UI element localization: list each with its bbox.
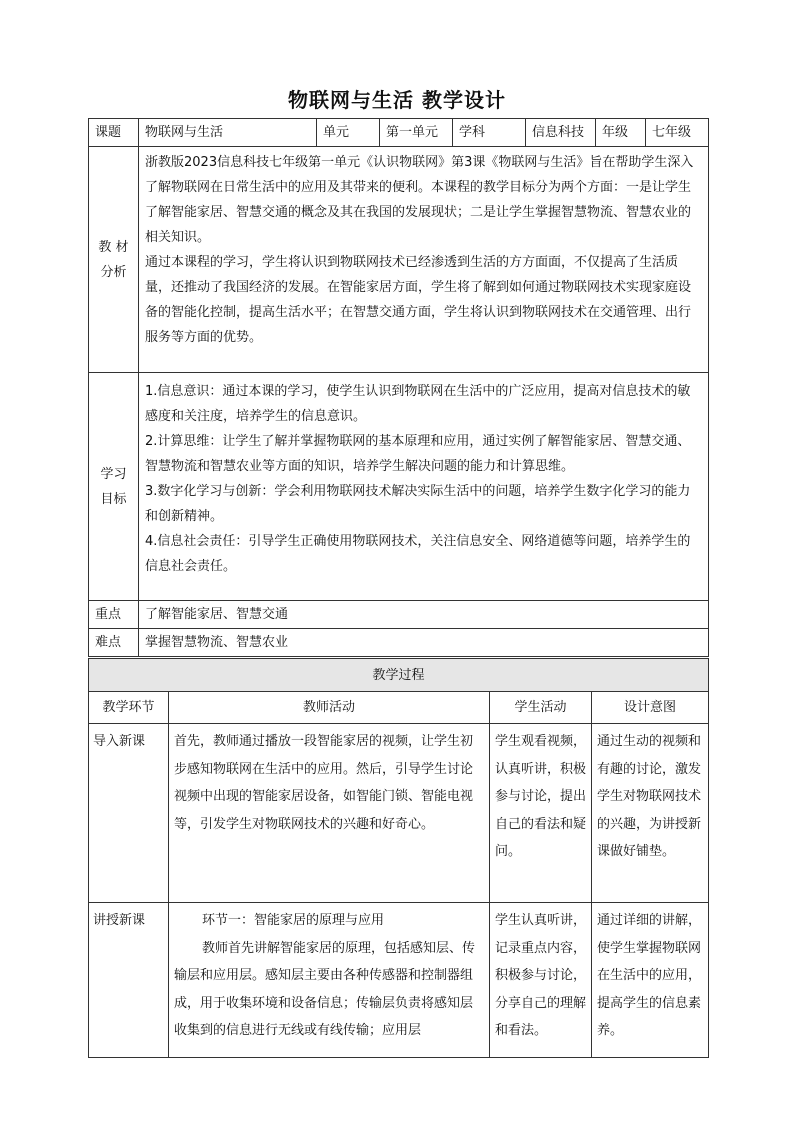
unit-label: 单元 <box>317 119 380 147</box>
difficulty-row <box>89 629 709 657</box>
material-label-line1: 教 材 <box>98 239 129 255</box>
grade-label: 年级 <box>596 119 646 147</box>
difficulty-text: 掌握智慧物流、智慧农业 <box>139 629 709 657</box>
key-point-text: 了解智能家居、智慧交通 <box>139 601 709 629</box>
subject-value: 信息科技 <box>526 119 596 147</box>
goal-item: 3.数字化学习与创新：学会利用物联网技术解决实际生活中的问题，培养学生数字化学习的能力和创新精神。 <box>145 484 691 524</box>
subject-label: 学科 <box>453 119 526 147</box>
info-row <box>89 119 709 147</box>
teacher-activity-lecture <box>169 903 490 1058</box>
goals-label <box>89 373 139 601</box>
process-title-row <box>89 659 709 692</box>
intent-intro: 通过生动的视频和有趣的讨论，激发学生对物联网技术的兴趣，为讲授新课做好铺垫。 <box>592 724 709 903</box>
material-label <box>89 147 139 373</box>
goal-item: 1.信息意识：通过本课的学习，使学生认识到物联网在生活中的广泛应用，提高对信息技术的敏感度和关注度，培养学生的信息意识。 <box>145 384 691 424</box>
goals-label-line2: 目标 <box>100 491 127 507</box>
material-paragraph-1: 浙教版2023信息科技七年级第一单元《认识物联网》第3课《物联网与生活》旨在帮助学生深入了解物联网在日常生活中的应用及其带来的便利。本课程的教学目标分为两个方面：一是让学生了解智能家居、智慧交通的概念及其在我国的发展现状；二是让学生掌握智慧物流、智慧农业的相关知识。 <box>145 155 694 245</box>
material-row <box>89 147 709 373</box>
goal-item: 4.信息社会责任：引导学生正确使用物联网技术，关注信息安全、网络道德等问题，培养学生的信息社会责任。 <box>145 534 691 574</box>
student-activity-lecture: 学生认真听讲，记录重点内容，积极参与讨论，分享自己的理解和看法。 <box>490 903 592 1058</box>
material-content <box>139 147 709 373</box>
process-row-lecture <box>89 903 709 1058</box>
difficulty-label: 难点 <box>89 629 139 657</box>
document-title: 物联网与生活 教学设计 <box>288 88 506 112</box>
header-teacher: 教师活动 <box>169 692 490 724</box>
goals-content <box>139 373 709 601</box>
teacher-activity-intro: 首先，教师通过播放一段智能家居的视频，让学生初步感知物联网在生活中的应用。然后，引导学生讨论视频中出现的智能家居设备，如智能门锁、智能电视等，引发学生对物联网技术的兴趣和好奇心。 <box>169 724 490 903</box>
topic-label: 课题 <box>89 119 139 147</box>
header-stage: 教学环节 <box>89 692 169 724</box>
process-header-row <box>89 692 709 724</box>
key-point-row <box>89 601 709 629</box>
stage-intro: 导入新课 <box>89 724 169 903</box>
material-paragraph-2: 通过本课程的学习，学生将认识到物联网技术已经渗透到生活的方方面面，不仅提高了生活质量，还推动了我国经济的发展。在智能家居方面，学生将了解到如何通过物联网技术实现家庭设备的智能化控制，提高生活水平；在智慧交通方面，学生将认识到物联网技术在交通管理、出行服务等方面的优势。 <box>145 255 692 345</box>
goals-row <box>89 373 709 601</box>
goal-item: 2.计算思维：让学生了解并掌握物联网的基本原理和应用，通过实例了解智能家居、智慧交通、智慧物流和智慧农业等方面的知识，培养学生解决问题的能力和计算思维。 <box>145 434 691 474</box>
teacher-activity-subheading: 环节一：智能家居的原理与应用 <box>202 913 385 928</box>
header-student: 学生活动 <box>490 692 592 724</box>
teaching-process-table <box>88 658 709 1058</box>
lesson-info-table <box>88 118 709 657</box>
material-label-line2: 分析 <box>100 264 127 280</box>
teacher-activity-text: 教师首先讲解智能家居的原理，包括感知层、传输层和应用层。感知层主要由各种传感器和控制器组成，用于收集环境和设备信息；传输层负责将感知层收集到的信息进行无线或有线传输；应用层 <box>174 940 476 1038</box>
process-row-intro <box>89 724 709 903</box>
key-point-label: 重点 <box>89 601 139 629</box>
student-activity-intro: 学生观看视频，认真听讲，积极参与讨论，提出自己的看法和疑问。 <box>490 724 592 903</box>
header-intent: 设计意图 <box>592 692 709 724</box>
goals-label-line1: 学习 <box>100 466 127 482</box>
topic-value: 物联网与生活 <box>139 119 317 147</box>
stage-lecture: 讲授新课 <box>89 903 169 1058</box>
unit-value: 第一单元 <box>380 119 453 147</box>
intent-lecture: 通过详细的讲解，使学生掌握物联网在生活中的应用，提高学生的信息素养。 <box>592 903 709 1058</box>
process-title: 教学过程 <box>89 659 709 692</box>
grade-value: 七年级 <box>646 119 709 147</box>
